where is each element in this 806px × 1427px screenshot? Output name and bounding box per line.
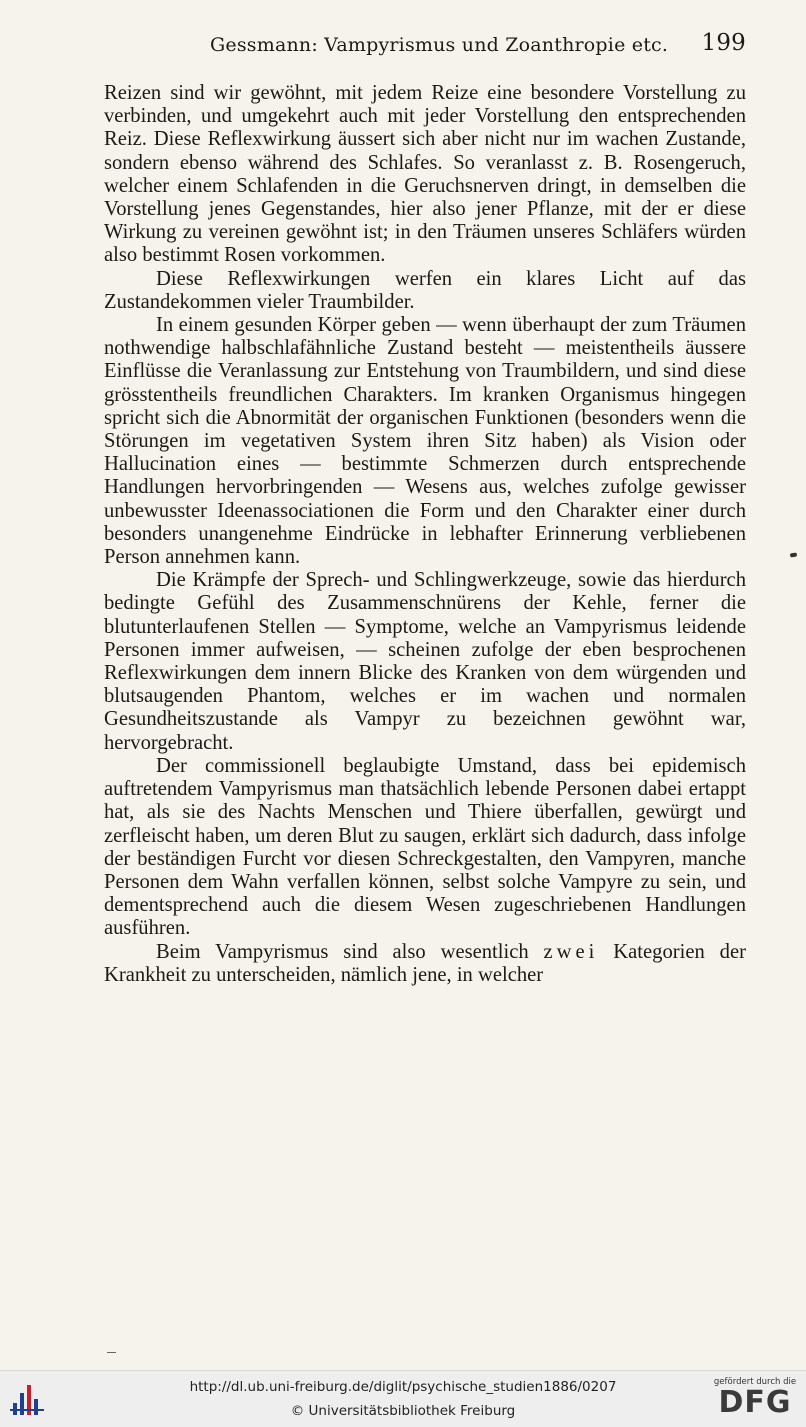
dfg-logo-text: DFG <box>718 1385 792 1420</box>
paragraph-4: Die Krämpfe der Sprech- und Schlingwerkzeuge, sowie das hierdurch bedingte Gefühl des Zusammenschnürens der Kehle, ferner die blutunterlaufenen Stellen — Symptome, welche an Vampyrismus leidende Personen immer aufweisen, — scheinen zufolge der eben besprochenen Reflexwirkungen dem innern Blicke des Kranken von dem würgenden und blutsaugenden Phantom, welches er im wachen und normalen Gesundheitszustande als Vampyr zu bezeichnen gewöhnt war, hervorgebracht. <box>104 569 746 754</box>
running-header <box>104 30 746 64</box>
viewer-footer <box>0 1370 806 1427</box>
paragraph-6 <box>104 941 746 987</box>
paragraph-1: Reizen sind wir gewöhnt, mit jedem Reize eine besondere Vorstellung zu verbinden, und umgekehrt auch mit jeder Vorstellung den entsprechenden Reiz. Diese Reflexwirkung äussert sich aber nicht nur im wachen Zustande, sondern ebenso während des Schlafes. So veranlasst z. B. Rosengeruch, welcher einem Schlafenden in die Geruchsnerven dringt, in demselben die Vorstellung jenes Gegenstandes, hier also jener Pflanze, mit der er diese Wirkung zu vereinen gewöhnt ist; in den Träumen unseres Schläfers würden also bestimmt Rosen vorkommen. <box>104 82 746 267</box>
body-text <box>104 82 746 987</box>
dfg-logo <box>710 1377 800 1423</box>
margin-dash <box>107 1352 116 1353</box>
running-title: Gessmann: Vampyrismus und Zoanthropie etc. <box>210 34 669 56</box>
emphasized-word: zwei <box>543 940 599 963</box>
paragraph-3: In einem gesunden Körper geben — wenn überhaupt der zum Träumen nothwendige halbschlafähnliche Zustand besteht — meistentheils äussere Einflüsse die Veranlassung zur Entstehung von Traumbildern, und sind diese grösstentheils freundlichen Charakters. Im kranken Organismus hingegen spricht sich die Abnormität der organischen Funktionen (besonders wenn die Störungen im vegetativen System ihren Sitz haben) als Vision oder Hallucination eines — bestimmte Schmerzen durch entsprechende Handlungen hervorbringenden — Wesens aus, welches zufolge gewisser unbewusster Ideenassociationen die Form und den Charakter einer durch besonders unangenehme Eindrücke in lebhafter Erinnerung verbliebenen Person annehmen kann. <box>104 314 746 569</box>
paragraph-6-end: Kategorien der Krankheit zu unterscheiden, nämlich jene, in welcher <box>104 940 746 986</box>
margin-mark <box>790 552 798 557</box>
source-url[interactable]: http://dl.ub.uni-freiburg.de/diglit/psychische_studien1886/0207 <box>189 1379 617 1395</box>
dfg-caption: gefördert durch die <box>713 1377 797 1387</box>
page-number: 199 <box>701 30 746 56</box>
paragraph-2: Diese Reflexwirkungen werfen ein klares Licht auf das Zustandekommen vieler Traumbilder. <box>104 267 746 313</box>
paragraph-6-start: Beim Vampyrismus sind also wesentlich <box>156 940 529 963</box>
paragraph-5: Der commissionell beglaubigte Umstand, dass bei epidemisch auftretendem Vampyrismus man thatsächlich lebende Personen dabei ertappt hat, als sie des Nachts Menschen und Thiere überfallen, gewürgt und zerfleischt haben, um deren Blut zu saugen, erklärt sich dadurch, dass infolge der beständigen Furcht vor diesen Schreckgestalten, den Vampyren, manche Personen dem Wahn verfallen können, selbst solche Vampyre zu sein, und dementsprechend auch die diesem Wesen zugeschriebenen Handlungen ausführen. <box>104 754 746 940</box>
copyright-notice: © Universitätsbibliothek Freiburg <box>290 1403 516 1419</box>
